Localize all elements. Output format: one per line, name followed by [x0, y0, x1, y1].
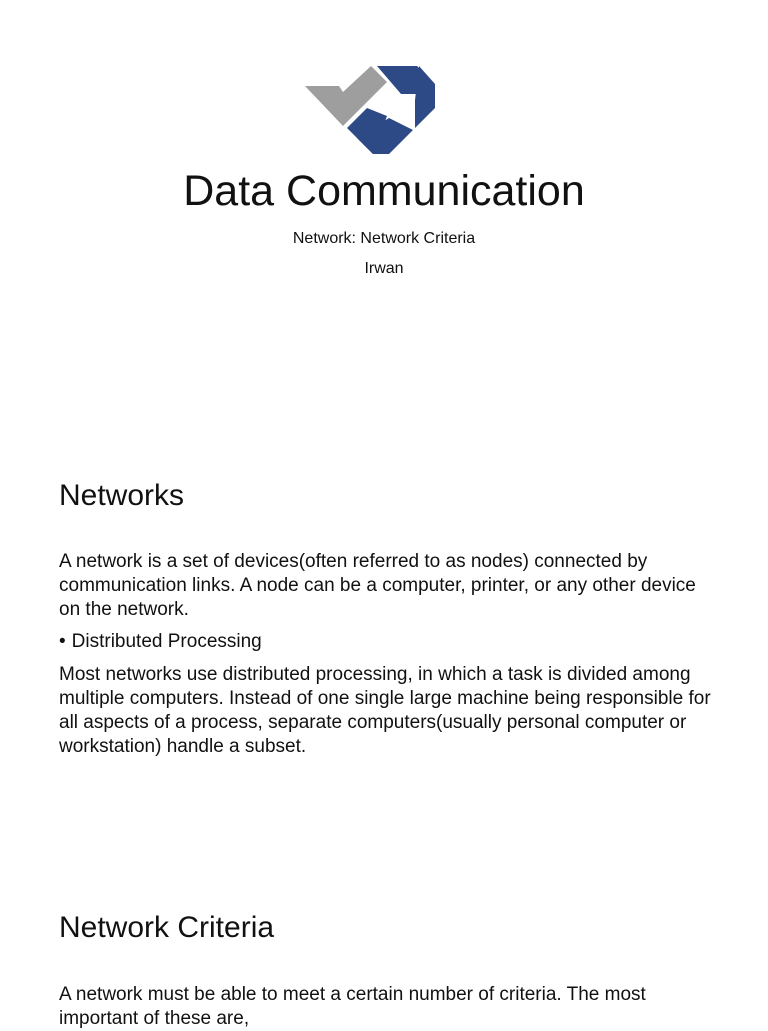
networks-intro-paragraph: A network is a set of devices(often referred to as nodes) connected by communication links. A node can be a computer, printer, or any other device on the network.	[59, 551, 696, 620]
subtitle: Network: Network Criteria	[292, 230, 476, 247]
network-criteria-heading: Network Criteria	[59, 911, 275, 944]
checkmark-diamond-logo-icon	[303, 64, 437, 156]
networks-heading: Networks	[59, 479, 185, 512]
page-title: Data Communication	[183, 167, 585, 215]
bullet-label: Distributed Processing	[71, 631, 262, 652]
author-name: Irwan	[364, 260, 404, 277]
distributed-processing-bullet	[59, 630, 719, 654]
bullet-dot-icon: •	[59, 631, 66, 652]
distributed-processing-paragraph: Most networks use distributed processing, in which a task is divided among multiple computers. Instead of one single large machine being responsible for all aspects of a process, separate computers(usually personal computer or workstation) handle a subset.	[59, 664, 711, 757]
network-criteria-paragraph: A network must be able to meet a certain number of criteria. The most important of these are,	[59, 984, 646, 1029]
